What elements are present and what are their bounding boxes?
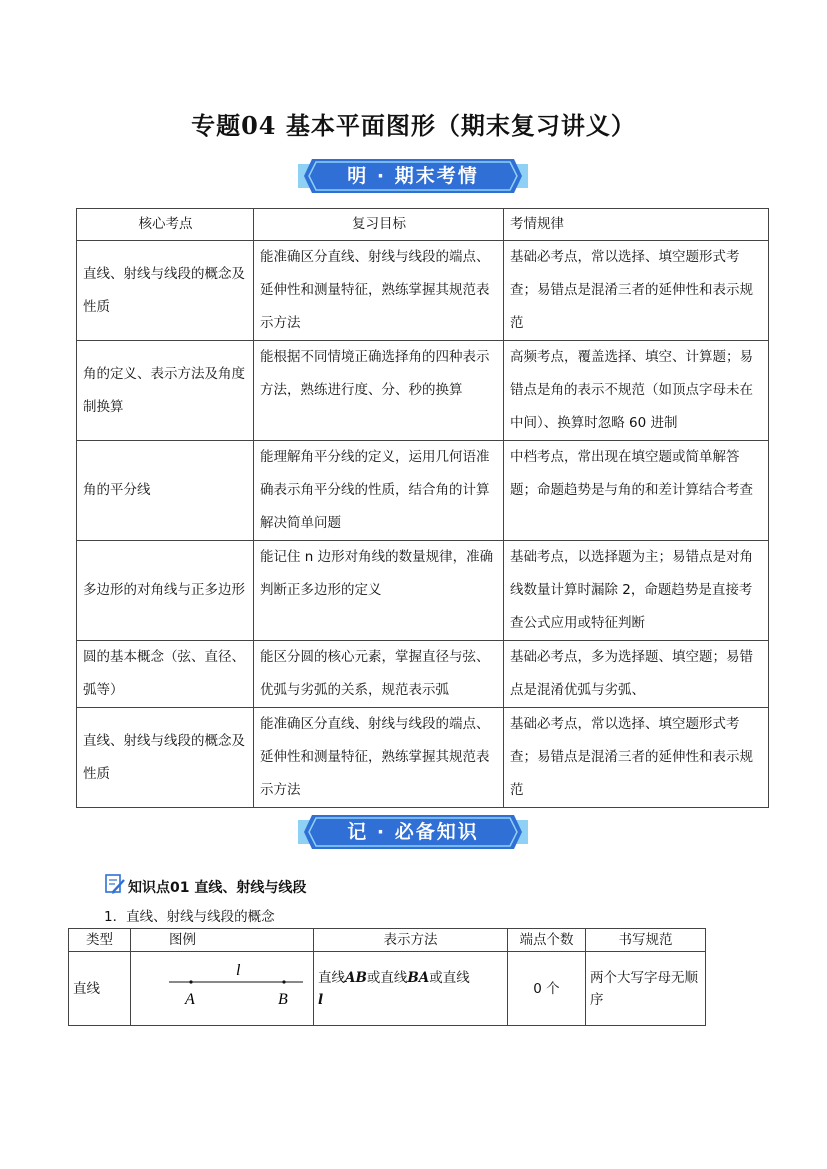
table-cell: 基础必考点，多为选择题、填空题；易错点是混淆优弧与劣弧、	[504, 641, 769, 708]
table-cell: 圆的基本概念（弦、直径、弧等）	[77, 641, 254, 708]
method-symbol: BA	[407, 969, 430, 986]
table-cell: 能区分圆的核心元素，掌握直径与弦、优弧与劣弧的关系，规范表示弧	[254, 641, 504, 708]
table-cell: 角的定义、表示方法及角度制换算	[77, 341, 254, 441]
method-symbol: AB	[345, 969, 367, 986]
table-row	[77, 241, 769, 341]
method-text: 或直线	[429, 969, 470, 986]
table-row	[77, 641, 769, 708]
point-label-b: B	[278, 991, 288, 1008]
table-row	[77, 708, 769, 808]
line-diagram	[131, 952, 314, 1018]
table-cell: 直线、射线与线段的概念及性质	[77, 708, 254, 808]
table-cell: 多边形的对角线与正多边形	[77, 541, 254, 641]
table-cell: 能记住 n 边形对角线的数量规律，准确判断正多边形的定义	[254, 541, 504, 641]
table-cell: 基础必考点，常以选择、填空题形式考查；易错点是混淆三者的延伸性和表示规范	[504, 241, 769, 341]
table-header-row	[77, 209, 769, 241]
table-cell: 能理解角平分线的定义，运用几何语准确表示角平分线的性质，结合角的计算解决简单问题	[254, 441, 504, 541]
table-cell: 直线、射线与线段的概念及性质	[77, 241, 254, 341]
table-cell-method	[314, 952, 508, 1026]
knowledge-point-title: 知识点01 直线、射线与线段	[128, 880, 307, 896]
header-cell: 书写规范	[586, 929, 706, 952]
subheading: 1．直线、射线与线段的概念	[104, 909, 275, 925]
table-cell: 直线	[69, 952, 131, 1026]
line-types-table	[68, 928, 706, 1026]
point-b-dot	[282, 980, 285, 983]
table-cell: 高频考点，覆盖选择、填空、计算题；易错点是角的表示不规范（如顶点字母未在中间）、换算时忽略 60 进制	[504, 341, 769, 441]
knowledge-point-heading	[104, 873, 306, 897]
header-cell: 端点个数	[508, 929, 586, 952]
line-label-l: l	[236, 962, 241, 979]
table-row	[77, 541, 769, 641]
table-cell: 能准确区分直线、射线与线段的端点、延伸性和测量特征，熟练掌握其规范表示方法	[254, 708, 504, 808]
table-row	[69, 952, 706, 1026]
method-text: 或直线	[366, 969, 408, 986]
table-cell: 角的平分线	[77, 441, 254, 541]
header-cell: 表示方法	[314, 929, 508, 952]
table-cell-figure	[131, 952, 314, 1026]
banner-title: 明 · 期末考情	[347, 165, 479, 187]
table-row	[77, 441, 769, 541]
table-cell: 0 个	[508, 952, 586, 1026]
method-text: 直线	[318, 969, 345, 986]
table-header-row	[69, 929, 706, 952]
section-banner-knowledge	[298, 812, 528, 852]
header-cell: 考情规律	[504, 209, 769, 241]
section-banner-exam	[298, 156, 528, 196]
table-cell: 两个大写字母无顺序	[586, 952, 706, 1026]
method-symbol: l	[318, 991, 324, 1008]
header-cell: 核心考点	[77, 209, 254, 241]
table-cell: 基础考点，以选择题为主；易错点是对角线数量计算时漏除 2，命题趋势是直接考查公式应用或特征判断	[504, 541, 769, 641]
banner-title: 记 · 必备知识	[347, 821, 479, 843]
exam-overview-table	[76, 208, 769, 808]
header-cell: 类型	[69, 929, 131, 952]
table-row	[77, 341, 769, 441]
point-label-a: A	[185, 991, 195, 1008]
header-cell: 图例	[131, 929, 314, 952]
table-cell: 能准确区分直线、射线与线段的端点、延伸性和测量特征，熟练掌握其规范表示方法	[254, 241, 504, 341]
table-cell: 基础必考点，常以选择、填空题形式考查；易错点是混淆三者的延伸性和表示规范	[504, 708, 769, 808]
notebook-pencil-icon	[104, 873, 126, 903]
page-title: 专题04 基本平面图形（期末复习讲义）	[191, 111, 636, 140]
point-a-dot	[189, 980, 192, 983]
table-cell: 中档考点，常出现在填空题或简单解答题；命题趋势是与角的和差计算结合考查	[504, 441, 769, 541]
table-cell: 能根据不同情境正确选择角的四种表示方法，熟练进行度、分、秒的换算	[254, 341, 504, 441]
header-cell: 复习目标	[254, 209, 504, 241]
